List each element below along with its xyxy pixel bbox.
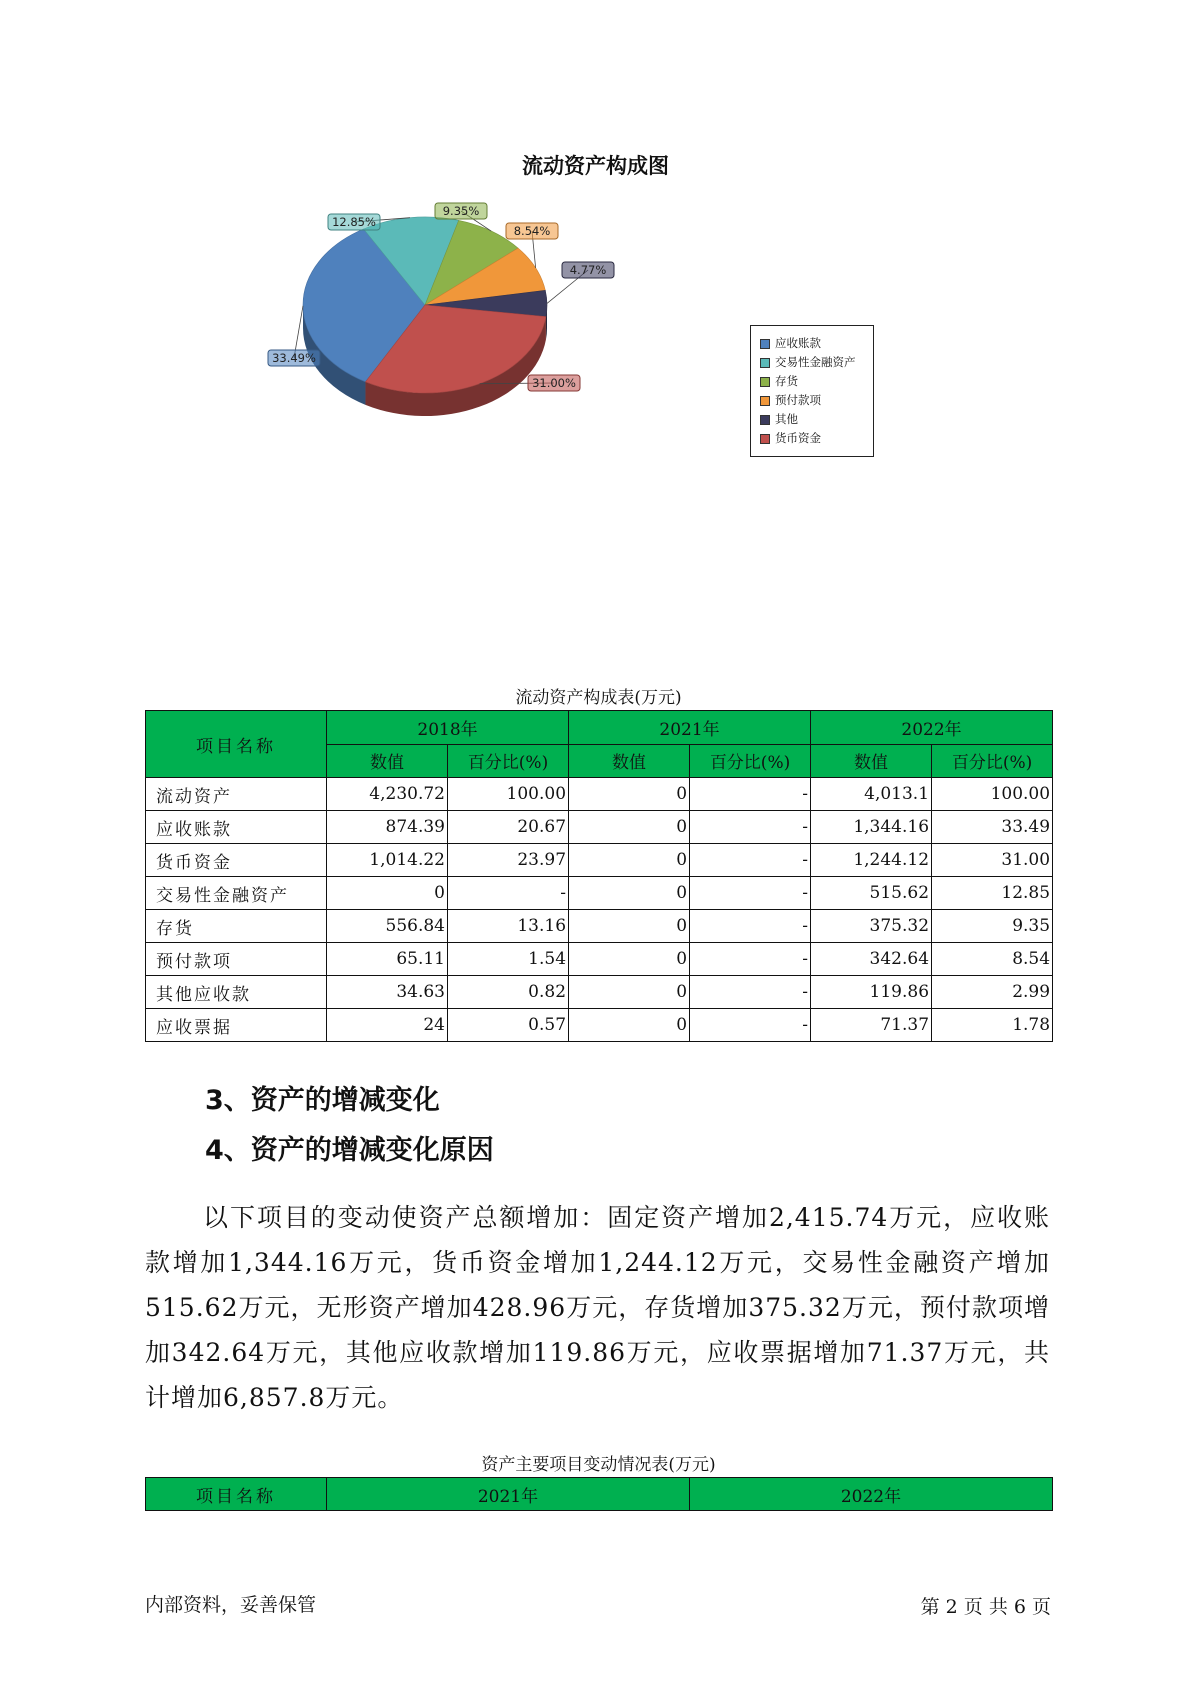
legend-item xyxy=(760,391,873,410)
table-row xyxy=(146,976,1053,1009)
legend-item xyxy=(760,429,873,448)
header-year-2022: 2022年 xyxy=(811,711,1053,745)
table-row xyxy=(146,877,1053,910)
table-cell: - xyxy=(690,778,811,811)
table-row xyxy=(146,910,1053,943)
body-paragraph: 以下项目的变动使资产总额增加：固定资产增加2,415.74万元，应收账款增加1,344.16万元，货币资金增加1,244.12万元，交易性金融资产增加515.62万元，无形资产增加428.96万元，存货增加375.32万元，预付款项增加342.64万元，其他应收款增加119.86万元，应收票据增加71.37万元，共计增加6,857.8万元。 xyxy=(145,1203,1050,1412)
table-row xyxy=(146,844,1053,877)
table-cell: 71.37 xyxy=(811,1009,932,1042)
header-year-2022: 2022年 xyxy=(690,1478,1053,1511)
table1-caption: 流动资产构成表(万元) xyxy=(515,688,682,708)
table-cell: 23.97 xyxy=(448,844,569,877)
table-cell: 12.85 xyxy=(932,877,1053,910)
header-item-name: 项目名称 xyxy=(146,1478,327,1511)
table-cell: 9.35 xyxy=(932,910,1053,943)
table-cell: 34.63 xyxy=(327,976,448,1009)
legend-label: 预付款项 xyxy=(775,393,821,407)
asset-change-table xyxy=(145,1477,1053,1511)
table-cell: 342.64 xyxy=(811,943,932,976)
chart-title: 流动资产构成图 xyxy=(522,154,669,178)
pie-data-label: 33.49% xyxy=(272,351,316,365)
header-item-name: 项目名称 xyxy=(146,711,327,778)
row-label: 交易性金融资产 xyxy=(146,877,327,910)
table-cell: 119.86 xyxy=(811,976,932,1009)
table-cell: 0 xyxy=(569,1009,690,1042)
table-cell: 0 xyxy=(569,844,690,877)
table-cell: 0 xyxy=(569,910,690,943)
header-year-2018: 2018年 xyxy=(327,711,569,745)
row-label: 存货 xyxy=(146,910,327,943)
pie-data-label: 4.77% xyxy=(569,263,607,277)
header-value: 数值 xyxy=(811,744,932,778)
row-label: 流动资产 xyxy=(146,778,327,811)
current-assets-table xyxy=(145,710,1053,1042)
legend-label: 其他 xyxy=(775,412,798,426)
table-cell: 1.78 xyxy=(932,1009,1053,1042)
legend-swatch xyxy=(760,358,770,368)
table-cell: 0 xyxy=(569,811,690,844)
pie-data-label: 12.85% xyxy=(332,215,376,229)
legend-label: 货币资金 xyxy=(775,431,821,445)
table-cell: - xyxy=(690,1009,811,1042)
table-row xyxy=(146,1009,1053,1042)
table-cell: 0 xyxy=(569,877,690,910)
table2-caption: 资产主要项目变动情况表(万元) xyxy=(481,1455,716,1475)
table-cell: 375.32 xyxy=(811,910,932,943)
table-cell: 0 xyxy=(569,976,690,1009)
table-cell: 0 xyxy=(569,778,690,811)
section-heading-4: 4、资产的增减变化原因 xyxy=(205,1135,494,1166)
table-cell: 874.39 xyxy=(327,811,448,844)
table-cell: 65.11 xyxy=(327,943,448,976)
header-value: 数值 xyxy=(569,744,690,778)
table-cell: - xyxy=(448,877,569,910)
header-year-2021: 2021年 xyxy=(327,1478,690,1511)
legend-label: 存货 xyxy=(775,374,798,388)
legend-item xyxy=(760,372,873,391)
table-cell: 0 xyxy=(569,943,690,976)
table-cell: 0.82 xyxy=(448,976,569,1009)
table-cell: - xyxy=(690,910,811,943)
table-cell: 100.00 xyxy=(932,778,1053,811)
table-cell: 1.54 xyxy=(448,943,569,976)
table-cell: - xyxy=(690,943,811,976)
legend-label: 应收账款 xyxy=(775,336,821,350)
table-cell: 1,344.16 xyxy=(811,811,932,844)
legend-item xyxy=(760,410,873,429)
table-cell: - xyxy=(690,877,811,910)
table-cell: - xyxy=(690,811,811,844)
footer-page-number: 第 2 页 共 6 页 xyxy=(920,1596,1051,1618)
section-heading-3: 3、资产的增减变化 xyxy=(205,1085,440,1116)
row-label: 货币资金 xyxy=(146,844,327,877)
table-row xyxy=(146,811,1053,844)
table-cell: 20.67 xyxy=(448,811,569,844)
footer-confidential: 内部资料，妥善保管 xyxy=(145,1594,317,1616)
legend-item xyxy=(760,353,873,372)
legend-item xyxy=(760,334,873,353)
table-row xyxy=(146,778,1053,811)
header-percent: 百分比(%) xyxy=(690,744,811,778)
table-cell: 8.54 xyxy=(932,943,1053,976)
table-cell: 556.84 xyxy=(327,910,448,943)
table-cell: 4,230.72 xyxy=(327,778,448,811)
legend-swatch xyxy=(760,415,770,425)
pie-data-label: 31.00% xyxy=(532,376,576,390)
pie-chart xyxy=(230,200,630,460)
pie-data-label: 8.54% xyxy=(513,224,551,238)
table-cell: 515.62 xyxy=(811,877,932,910)
header-value: 数值 xyxy=(327,744,448,778)
row-label: 其他应收款 xyxy=(146,976,327,1009)
legend-swatch xyxy=(760,377,770,387)
header-percent: 百分比(%) xyxy=(932,744,1053,778)
legend-label: 交易性金融资产 xyxy=(775,355,856,369)
table-cell: 100.00 xyxy=(448,778,569,811)
header-year-2021: 2021年 xyxy=(569,711,811,745)
pie-data-label: 9.35% xyxy=(442,204,480,218)
table-cell: 31.00 xyxy=(932,844,1053,877)
row-label: 应收账款 xyxy=(146,811,327,844)
chart-legend xyxy=(750,325,874,457)
table-row xyxy=(146,943,1053,976)
table-cell: 0.57 xyxy=(448,1009,569,1042)
table-cell: - xyxy=(690,844,811,877)
legend-swatch xyxy=(760,434,770,444)
table-cell: 13.16 xyxy=(448,910,569,943)
header-percent: 百分比(%) xyxy=(448,744,569,778)
table-cell: 4,013.1 xyxy=(811,778,932,811)
table-cell: 0 xyxy=(327,877,448,910)
table-cell: 1,014.22 xyxy=(327,844,448,877)
row-label: 预付款项 xyxy=(146,943,327,976)
legend-swatch xyxy=(760,396,770,406)
table-cell: 2.99 xyxy=(932,976,1053,1009)
table-cell: 24 xyxy=(327,1009,448,1042)
table-cell: - xyxy=(690,976,811,1009)
table-cell: 33.49 xyxy=(932,811,1053,844)
legend-swatch xyxy=(760,339,770,349)
table-cell: 1,244.12 xyxy=(811,844,932,877)
row-label: 应收票据 xyxy=(146,1009,327,1042)
